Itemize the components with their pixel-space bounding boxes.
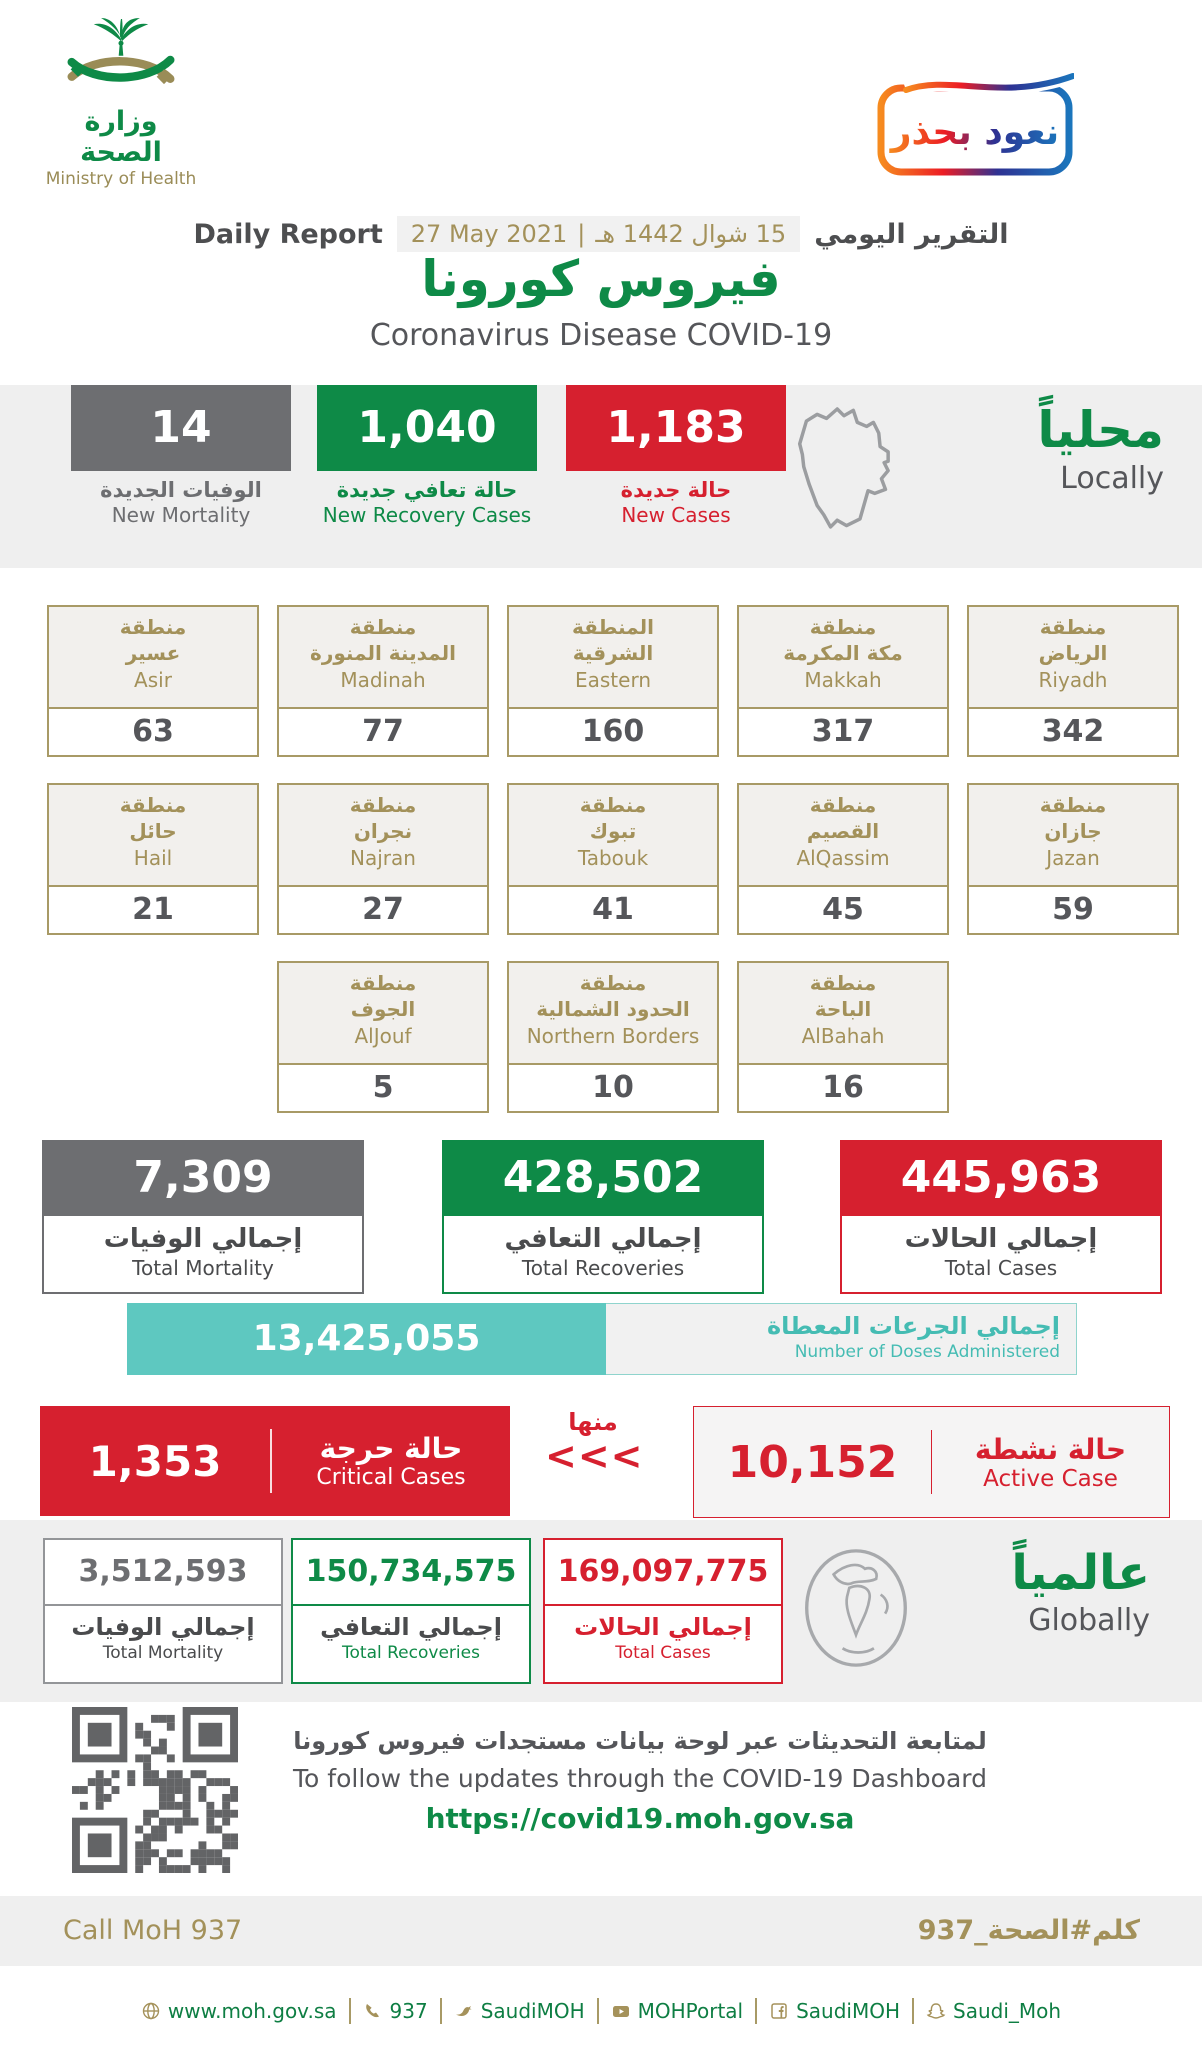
phone-icon xyxy=(363,2001,383,2021)
new-cases-label-en: New Cases xyxy=(621,503,731,527)
region-name-ar: تبوك xyxy=(589,819,637,844)
dashboard-line-en: To follow the updates through the COVID-19 Dashboard xyxy=(293,1764,987,1793)
region-name-en: Najran xyxy=(350,845,416,870)
region-prefix-ar: منطقة xyxy=(809,615,877,639)
region-card-asir xyxy=(47,605,259,757)
return-with-caution-badge xyxy=(876,70,1074,178)
region-prefix-ar: منطقة xyxy=(579,971,647,995)
region-card-eastern xyxy=(507,605,719,757)
new-recoveries-label-ar: حالة تعافي جديدة xyxy=(336,478,518,502)
new-recoveries-stat xyxy=(317,385,537,527)
total-mortality-label-en: Total Mortality xyxy=(132,1256,274,1280)
global-mortality-label-ar: إجمالي الوفيات xyxy=(71,1613,255,1641)
region-value: 63 xyxy=(49,709,257,755)
region-card-madinah xyxy=(277,605,489,757)
daily-report-label-ar: التقرير اليومي xyxy=(814,218,1009,250)
global-mortality-label-en: Total Mortality xyxy=(102,1643,224,1663)
divider xyxy=(440,1998,442,2024)
new-recoveries-label-en: New Recovery Cases xyxy=(322,503,532,527)
facebook-icon xyxy=(769,2001,789,2021)
global-cases-label-ar: إجمالي الحالات xyxy=(574,1613,752,1641)
divider xyxy=(349,1998,351,2024)
region-name-ar: حائل xyxy=(129,819,177,844)
region-prefix-ar: منطقة xyxy=(119,793,187,817)
total-cases-box xyxy=(840,1140,1162,1294)
total-cases-value: 445,963 xyxy=(840,1140,1162,1216)
region-card-makkah xyxy=(737,605,949,757)
region-prefix-ar: منطقة xyxy=(809,793,877,817)
region-name-ar: عسير xyxy=(125,641,181,666)
new-mortality-label-ar: الوفيات الجديدة xyxy=(100,478,262,502)
region-value: 342 xyxy=(969,709,1177,755)
region-prefix-ar: المنطقة xyxy=(572,615,654,639)
region-prefix-ar: منطقة xyxy=(349,971,417,995)
region-name-en: AlJouf xyxy=(354,1023,412,1048)
new-mortality-stat xyxy=(71,385,291,527)
region-prefix-ar: منطقة xyxy=(119,615,187,639)
region-card-riyadh xyxy=(967,605,1179,757)
region-name-en: Makkah xyxy=(804,667,882,692)
region-cards-grid xyxy=(47,605,1179,1113)
moh-logo xyxy=(45,18,197,189)
global-cases-box xyxy=(543,1538,783,1684)
active-cases-box xyxy=(693,1406,1170,1518)
region-name-ar: الباحة xyxy=(814,997,872,1022)
region-name-ar: نجران xyxy=(353,819,413,844)
total-recoveries-label-en: Total Recoveries xyxy=(521,1256,685,1280)
badge-graphic xyxy=(876,70,1074,178)
region-name-en: Riyadh xyxy=(1038,667,1108,692)
region-value: 41 xyxy=(509,887,717,933)
region-value: 5 xyxy=(279,1065,487,1111)
region-name-ar: الشرقية xyxy=(572,641,654,666)
youtube-link[interactable]: MOHPortal xyxy=(611,1999,744,2023)
local-stats-band xyxy=(0,385,1202,568)
critical-label-en: Critical Cases xyxy=(316,1465,466,1490)
active-label-en: Active Case xyxy=(983,1465,1118,1492)
region-value: 27 xyxy=(279,887,487,933)
snapchat-icon xyxy=(926,2001,946,2021)
region-name-ar: الرياض xyxy=(1038,641,1108,666)
region-value: 77 xyxy=(279,709,487,755)
phone-link[interactable]: 937 xyxy=(363,1999,428,2023)
region-value: 45 xyxy=(739,887,947,933)
footer-band xyxy=(0,1896,1202,1966)
global-recoveries-box xyxy=(291,1538,531,1684)
region-name-en: Madinah xyxy=(340,667,426,692)
region-value: 160 xyxy=(509,709,717,755)
youtube-icon xyxy=(611,2001,631,2021)
region-card-northern-borders xyxy=(507,961,719,1113)
region-name-ar: الجوف xyxy=(350,997,416,1022)
chevrons-icon: <<< xyxy=(545,1434,644,1478)
qr-code xyxy=(72,1707,238,1873)
global-cases-value: 169,097,775 xyxy=(545,1540,781,1606)
region-card-tabouk xyxy=(507,783,719,935)
region-prefix-ar: منطقة xyxy=(1039,615,1107,639)
region-prefix-ar: منطقة xyxy=(349,793,417,817)
new-mortality-value: 14 xyxy=(71,385,291,471)
locally-heading xyxy=(1037,401,1164,496)
twitter-icon xyxy=(454,2001,474,2021)
globe-icon xyxy=(141,2001,161,2021)
dashboard-url-link[interactable]: https://covid19.moh.gov.sa xyxy=(425,1802,855,1835)
global-recoveries-value: 150,734,575 xyxy=(293,1540,529,1606)
global-stats-band xyxy=(0,1520,1202,1702)
badge-text: نعود بحذر xyxy=(890,112,1060,153)
region-prefix-ar: منطقة xyxy=(809,971,877,995)
region-name-en: AlBahah xyxy=(801,1023,885,1048)
contact-links-bar xyxy=(0,1998,1202,2024)
moh-logo-mark xyxy=(63,18,179,104)
divider xyxy=(755,1998,757,2024)
region-name-en: Asir xyxy=(134,667,172,692)
new-cases-label-ar: حالة جديدة xyxy=(620,478,732,502)
doses-administered-bar xyxy=(127,1303,1077,1375)
region-name-en: Northern Borders xyxy=(526,1023,700,1048)
twitter-link[interactable]: SaudiMOH xyxy=(454,1999,585,2023)
region-card-jazan xyxy=(967,783,1179,935)
region-card-albahah xyxy=(737,961,949,1113)
total-cases-label-en: Total Cases xyxy=(944,1256,1058,1280)
doses-label-en: Number of Doses Administered xyxy=(794,1342,1060,1362)
doses-value: 13,425,055 xyxy=(127,1303,606,1375)
ministry-name-arabic: وزارة الصحة xyxy=(80,106,162,168)
globally-heading-ar: عالمياً xyxy=(1011,1545,1150,1601)
total-recoveries-box xyxy=(442,1140,764,1294)
new-recoveries-value: 1,040 xyxy=(317,385,537,471)
globe-icon xyxy=(800,1545,912,1671)
region-card-alqassim xyxy=(737,783,949,935)
website-link[interactable]: www.moh.gov.sa xyxy=(141,1999,337,2023)
region-name-en: Jazan xyxy=(1046,845,1100,870)
date-separator: | xyxy=(577,220,586,248)
region-value: 317 xyxy=(739,709,947,755)
region-value: 21 xyxy=(49,887,257,933)
saudi-arabia-map-icon xyxy=(793,393,927,559)
page-title-arabic: فيروس كورونا xyxy=(421,250,781,308)
dashboard-line-ar: لمتابعة التحديثات عبر لوحة بيانات مستجدات فيروس كورونا xyxy=(293,1727,987,1755)
of-which-connector xyxy=(545,1408,644,1478)
date-hijri: 15 شوال 1442 هـ xyxy=(595,220,787,248)
snapchat-link[interactable]: Saudi_Moh xyxy=(926,1999,1061,2023)
region-name-ar: المدينة المنورة xyxy=(310,641,456,666)
report-date xyxy=(397,216,800,252)
critical-cases-box xyxy=(40,1406,510,1516)
region-prefix-ar: منطقة xyxy=(349,615,417,639)
critical-label-ar: حالة حرجة xyxy=(319,1432,463,1465)
page-title-english: Coronavirus Disease COVID-19 xyxy=(369,318,833,353)
region-name-ar: جازان xyxy=(1044,819,1102,844)
dashboard-info xyxy=(270,1727,1010,1835)
region-value: 10 xyxy=(509,1065,717,1111)
global-cases-label-en: Total Cases xyxy=(615,1643,711,1663)
total-mortality-label-ar: إجمالي الوفيات xyxy=(103,1224,303,1254)
total-recoveries-label-ar: إجمالي التعافي xyxy=(504,1224,702,1254)
global-mortality-value: 3,512,593 xyxy=(45,1540,281,1606)
report-header xyxy=(0,216,1202,252)
total-mortality-value: 7,309 xyxy=(42,1140,364,1216)
critical-cases-value: 1,353 xyxy=(88,1436,222,1486)
region-name-en: Tabouk xyxy=(577,845,649,870)
new-mortality-label-en: New Mortality xyxy=(111,503,251,527)
region-prefix-ar: منطقة xyxy=(1039,793,1107,817)
region-value: 59 xyxy=(969,887,1177,933)
total-recoveries-value: 428,502 xyxy=(442,1140,764,1216)
region-name-en: AlQassim xyxy=(796,845,890,870)
globally-heading xyxy=(1011,1545,1150,1638)
region-name-en: Hail xyxy=(133,845,173,870)
locally-heading-en: Locally xyxy=(1060,461,1164,496)
region-card-hail xyxy=(47,783,259,935)
locally-heading-ar: محلياً xyxy=(1037,401,1164,459)
daily-report-label-en: Daily Report xyxy=(193,218,383,250)
divider xyxy=(597,1998,599,2024)
region-name-en: Eastern xyxy=(574,667,651,692)
region-card-najran xyxy=(277,783,489,935)
hashtag-label: كلم#الصحة_937 xyxy=(917,1915,1140,1946)
new-cases-stat xyxy=(566,385,786,527)
new-cases-value: 1,183 xyxy=(566,385,786,471)
global-recoveries-label-ar: إجمالي التعافي xyxy=(320,1613,502,1641)
active-label-ar: حالة نشطة xyxy=(974,1432,1127,1466)
region-prefix-ar: منطقة xyxy=(579,793,647,817)
global-recoveries-label-en: Total Recoveries xyxy=(342,1643,480,1663)
active-cases-value: 10,152 xyxy=(727,1436,898,1488)
ministry-name-english: Ministry of Health xyxy=(45,169,197,189)
region-name-ar: الحدود الشمالية xyxy=(536,997,690,1022)
region-value: 16 xyxy=(739,1065,947,1111)
date-gregorian: 27 May 2021 xyxy=(410,220,568,248)
call-moh-label: Call MoH 937 xyxy=(63,1915,243,1946)
of-which-label: منها xyxy=(568,1408,618,1436)
total-mortality-box xyxy=(42,1140,364,1294)
facebook-link[interactable]: SaudiMOH xyxy=(769,1999,900,2023)
region-name-ar: مكة المكرمة xyxy=(783,641,903,666)
doses-label-ar: إجمالي الجرعات المعطاة xyxy=(766,1312,1060,1340)
divider xyxy=(912,1998,914,2024)
globally-heading-en: Globally xyxy=(1028,1603,1150,1638)
global-mortality-box xyxy=(43,1538,283,1684)
region-card-aljouf xyxy=(277,961,489,1113)
total-cases-label-ar: إجمالي الحالات xyxy=(904,1224,1098,1254)
region-name-ar: القصيم xyxy=(806,819,880,844)
